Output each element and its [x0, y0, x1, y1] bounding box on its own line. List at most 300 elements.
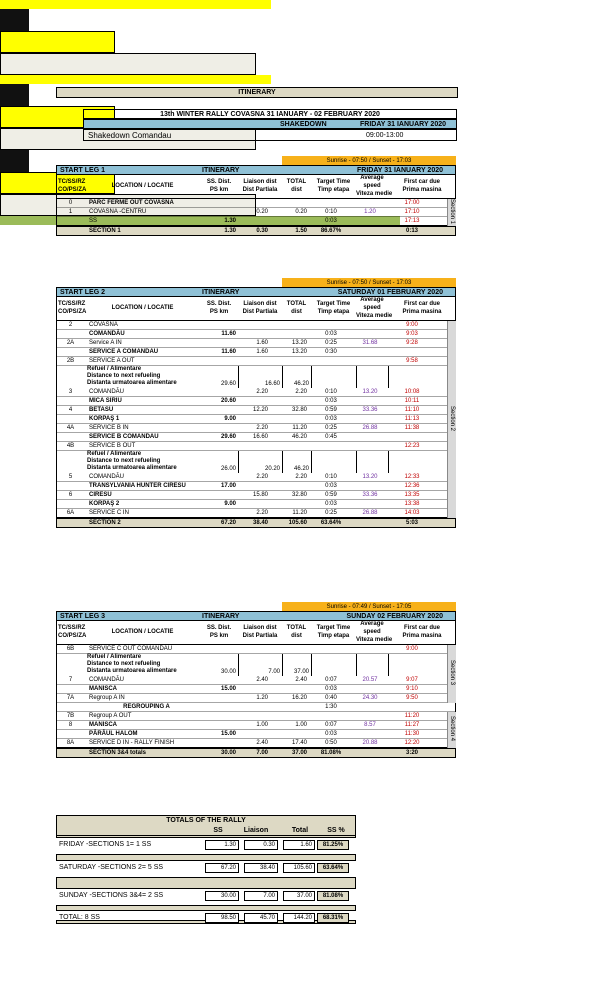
row-location: PARC FERME OUT COVASNA: [89, 200, 174, 206]
leg-start-label: START LEG 1: [60, 166, 105, 174]
row-liaison-dist: 12.20: [252, 407, 268, 413]
row-location: SERVICE C OUT COMANDAU: [89, 646, 173, 652]
col-target-2: Timp etapa: [317, 633, 350, 639]
row-target-time: 0:03: [325, 331, 337, 337]
refuel-zone-cell: [0, 150, 29, 172]
totals-total-cell: 105.60: [283, 863, 315, 873]
totals-pct-cell: 81.08%: [317, 891, 349, 901]
row-total-dist: 0.20: [295, 209, 307, 215]
shakedown-date: FRIDAY 31 IANUARY 2020: [360, 120, 446, 128]
col-tc: TC/SS/RZ: [58, 301, 86, 307]
row-target-time: 1:30: [325, 704, 337, 710]
col-ss-2: PS km: [209, 309, 229, 315]
refuel-zone-cell: [0, 9, 29, 31]
row-first-car: 9:28: [406, 340, 418, 346]
totals-total-cell: 144.20: [283, 913, 315, 923]
totals-row-label: TOTAL: 8 SS: [59, 914, 100, 921]
row-tc-code: 2B: [66, 358, 75, 364]
refuel-zone-number: 3: [68, 666, 73, 672]
row-first-car: 17:13: [404, 218, 420, 224]
leg-header-bar: [56, 287, 456, 297]
row-first-car: 9:58: [406, 358, 418, 364]
row-total-dist: 1.00: [295, 722, 307, 728]
row-ss-dist: 15.00: [220, 686, 236, 692]
row-ss-dist: 15.00: [220, 731, 236, 737]
totals-ss-cell: 98.50: [205, 913, 239, 923]
row-liaison-dist: 2.20: [256, 474, 268, 480]
leg-start-label: START LEG 3: [60, 612, 105, 620]
row-tc-code: 4A: [66, 425, 75, 431]
refuel-ss-dist: 29.60: [220, 381, 236, 387]
leg-start-label: START LEG 2: [60, 288, 105, 296]
row-location: COMANDĂU: [89, 474, 125, 480]
sunrise-text: Sunrise - 07:50 / Sunset - 17:03: [326, 279, 412, 286]
section-total-pct: 81.08%: [320, 750, 342, 756]
row-total-dist: 16.20: [291, 695, 307, 701]
row-target-time: 0:10: [325, 209, 337, 215]
row-first-car: 12:23: [404, 443, 420, 449]
row-tc-code: 8: [68, 722, 73, 728]
row-location: SERVICE B IN: [89, 425, 129, 431]
row-average-speed: 26.88: [362, 510, 378, 516]
row-liaison-dist: 1.60: [256, 349, 268, 355]
row-location: COVASNA: [89, 322, 118, 328]
col-first-car-2: Prima masina: [402, 633, 442, 639]
row-ss-dist: 1.30: [224, 218, 236, 224]
col-tc: TC/SS/RZ: [58, 179, 86, 185]
row-average-speed: 13.20: [362, 474, 378, 480]
row-location: KORPAŞ 1: [89, 416, 120, 422]
row-target-time: 0:59: [325, 492, 337, 498]
row-tc-code: 7A: [66, 695, 75, 701]
row-target-time: 0:03: [325, 218, 337, 224]
refuel-liaison-dist: 7.00: [268, 669, 280, 675]
row-liaison-dist: 2.40: [256, 677, 268, 683]
col-tc-2: CO/PS/ZA: [58, 309, 87, 315]
totals-row-label: SATURDAY -SECTIONS 2= 5 SS: [59, 864, 164, 871]
row-tc-code: 0: [68, 200, 73, 206]
shakedown-label: SHAKEDOWN: [280, 120, 327, 128]
row-first-car: 12:36: [404, 483, 420, 489]
row-target-time: 0:25: [325, 425, 337, 431]
refuel-info-line-2: Distance to next refueling: [87, 373, 161, 379]
row-total-dist: 2.20: [295, 474, 307, 480]
row-location: SERVICE D IN - RALLY FINISH: [89, 740, 175, 746]
row-ss-dist: 29.60: [220, 434, 236, 440]
row-location: REGROUPING A: [123, 704, 170, 710]
row-first-car: 9:03: [406, 331, 418, 337]
totals-title: TOTALS OF THE RALLY: [166, 817, 246, 824]
row-tc-code: 8A: [66, 740, 75, 746]
service-highlight: [0, 75, 271, 84]
section-total-label: SECTION 2: [89, 520, 121, 526]
section-total-time: 5:03: [405, 520, 418, 526]
service-highlight: [0, 0, 271, 9]
row-location: SS: [89, 218, 98, 224]
table-frame: [56, 321, 456, 518]
refuel-zone-code: ZA/RZ: [61, 658, 80, 664]
totals-total-cell: 37.00: [283, 891, 315, 901]
row-liaison-dist: 1.00: [256, 722, 268, 728]
row-first-car: 9:07: [406, 677, 418, 683]
col-ss-2: PS km: [209, 633, 229, 639]
row-location: Regroup A IN: [89, 695, 125, 701]
col-total: TOTAL: [286, 179, 307, 185]
section-total-dist: 1.50: [295, 228, 307, 234]
row-total-dist: 11.20: [292, 510, 307, 516]
row-target-time: 0:40: [325, 695, 337, 701]
row-tc-code: 5: [68, 474, 73, 480]
row-average-speed: 20.88: [362, 740, 378, 746]
row-average-speed: 1.20: [364, 209, 376, 215]
totals-ss-cell: 30.00: [205, 891, 239, 901]
row-location: PÂRÂUL HALOM: [89, 731, 138, 737]
leg-date: SATURDAY 01 FEBRUARY 2020: [337, 288, 443, 296]
row-location: SERVICE A OUT: [89, 358, 135, 364]
row-location: CIRESU: [89, 492, 112, 498]
row-liaison-dist: 2.20: [256, 389, 268, 395]
section-1-label: Section 1: [449, 198, 455, 224]
row-total-dist: 17.40: [291, 740, 307, 746]
row-average-speed: 8.57: [364, 722, 376, 728]
refuel-total-dist: 46.20: [293, 381, 309, 387]
table-frame: [56, 645, 456, 748]
col-target: Target Time: [316, 301, 351, 307]
refuel-liaison-dist: 20.20: [264, 466, 280, 472]
row-average-speed: 13.20: [362, 389, 378, 395]
row-target-time: 0:25: [325, 510, 337, 516]
section-total-ss: 30.00: [220, 750, 236, 756]
row-tc-code: 4: [68, 407, 73, 413]
row-total-dist: 46.20: [291, 434, 307, 440]
row-target-time: 0:10: [325, 389, 337, 395]
row-tc-code: 2A: [66, 340, 75, 346]
col-total: TOTAL: [286, 301, 307, 307]
section-total-label: SECTION 1: [89, 228, 121, 234]
section-2-label: Section 2: [449, 405, 455, 431]
refuel-zone-code: ZA/RZ: [61, 455, 80, 461]
leg-date: SUNDAY 02 FEBRUARY 2020: [346, 612, 443, 620]
row-target-time: 0:03: [325, 398, 337, 404]
row-average-speed: 33.36: [362, 407, 378, 413]
col-tc: TC/SS/RZ: [58, 625, 86, 631]
col-total-2: dist: [291, 633, 302, 639]
row-tc-code: 6A: [66, 510, 75, 516]
row-target-time: 0:07: [325, 722, 337, 728]
leg-date: FRIDAY 31 IANUARY 2020: [357, 166, 443, 174]
refuel-info-line-1: Refuel / Alimentare: [87, 451, 142, 457]
row-liaison-dist: 15.80: [252, 492, 268, 498]
row-liaison-dist: 1.20: [256, 695, 268, 701]
section-total-time: 0:13: [405, 228, 418, 234]
col-average: Average: [360, 621, 384, 627]
totals-header-1: SS: [213, 827, 223, 834]
row-first-car: 17:00: [404, 200, 420, 206]
section-4-label: Section 4: [449, 716, 455, 742]
refuel-info-cell: [0, 31, 115, 53]
leg-itinerary-label: ITINERARY: [202, 612, 240, 620]
refuel-zone-number: 1: [68, 378, 73, 384]
refuel-total-dist: 46.20: [293, 466, 309, 472]
refuel-zone-cell: [0, 84, 29, 106]
row-liaison-dist: 2.20: [256, 425, 268, 431]
row-first-car: 11:30: [404, 731, 420, 737]
row-first-car: 9:50: [406, 695, 418, 701]
section-total-ss: 1.30: [224, 228, 236, 234]
totals-ss-cell: 67.20: [205, 863, 239, 873]
row-first-car: 12:20: [404, 740, 420, 746]
row-first-car: 13:38: [404, 501, 420, 507]
refuel-ss-dist: 26.00: [220, 466, 236, 472]
section-total-pct: 63.64%: [320, 520, 342, 526]
row-first-car: 9:10: [406, 686, 418, 692]
col-first-car-2: Prima masina: [402, 187, 442, 193]
col-target-2: Timp etapa: [317, 187, 350, 193]
row-location: SERVICE B COMANDAU: [89, 434, 159, 440]
totals-header-2: Liaison: [243, 827, 269, 834]
col-target: Target Time: [316, 625, 351, 631]
refuel-info-line-1: Refuel / Alimentare: [87, 366, 142, 372]
row-liaison-dist: 16.60: [252, 434, 268, 440]
row-target-time: 0:30: [325, 349, 337, 355]
leg-itinerary-label: ITINERARY: [202, 288, 240, 296]
col-location: LOCATION / LOCATIE: [111, 629, 174, 635]
row-target-time: 0:03: [325, 501, 337, 507]
refuel-liaison-dist: 16.60: [264, 381, 280, 387]
sunrise-text: Sunrise - 07:49 / Sunset - 17:05: [326, 603, 412, 610]
col-ss-2: PS km: [209, 187, 229, 193]
row-target-time: 0:03: [325, 686, 337, 692]
row-target-time: 0:03: [325, 483, 337, 489]
totals-pct-cell: 63.64%: [317, 863, 349, 873]
col-liaison: Liaison dist: [243, 625, 277, 631]
col-first-car: First car due: [403, 301, 440, 307]
row-tc-code: 1: [68, 209, 73, 215]
row-location: TRANSYLVANIA HUNTER CIRESU: [89, 483, 186, 489]
refuel-distance-area: [0, 53, 256, 75]
row-tc-code: 2: [68, 322, 73, 328]
section-total-label: SECTION 3&4 totals: [89, 750, 147, 756]
col-first-car: First car due: [403, 625, 440, 631]
sunrise-bar: [282, 156, 456, 165]
row-ss-dist: 20.60: [220, 398, 236, 404]
row-ss-dist: 9.00: [224, 501, 236, 507]
row-total-dist: 32.80: [291, 407, 307, 413]
totals-liaison-cell: 38.40: [244, 863, 278, 873]
col-average-2: speed: [363, 305, 381, 311]
totals-ss-cell: 1.30: [205, 840, 239, 850]
leg-itinerary-label: ITINERARY: [202, 166, 240, 174]
row-average-speed: 24.30: [362, 695, 378, 701]
row-location: BETASU: [89, 407, 114, 413]
col-ss: SS. Dist.: [206, 625, 232, 631]
row-location: KORPAŞ 2: [89, 501, 120, 507]
col-ss: SS. Dist.: [206, 179, 232, 185]
row-location: MICA SIRIU: [89, 398, 122, 404]
col-liaison-2: Dist Partiala: [242, 633, 278, 639]
section-total-liaison: 0.30: [256, 228, 268, 234]
sunrise-bar: [282, 602, 456, 611]
section-total-time: 3:20: [405, 750, 418, 756]
row-ss-dist: 17.00: [220, 483, 236, 489]
shakedown-time: 09:00-13:00: [366, 132, 404, 139]
row-first-car: 11:13: [404, 416, 420, 422]
row-location: SERVICE C IN: [89, 510, 129, 516]
row-ss-dist: 9.00: [224, 416, 236, 422]
row-first-car: 14:03: [404, 510, 420, 516]
itinerary-title: ITINERARY: [56, 87, 458, 98]
row-tc-code: 7B: [66, 713, 75, 719]
section-total-liaison: 7.00: [256, 750, 268, 756]
rally-title: 13th WINTER RALLY COVASNA 31 IANUARY - 02 FEBRUARY 2020: [83, 109, 457, 119]
row-location: MANISCA: [89, 686, 117, 692]
row-target-time: 0:07: [325, 677, 337, 683]
section-total-dist: 37.00: [291, 750, 307, 756]
refuel-zone-number: 2: [68, 463, 73, 469]
row-total-dist: 13.20: [291, 349, 307, 355]
col-tc-2: CO/PS/ZA: [58, 633, 87, 639]
section-3-label: Section 3: [449, 660, 455, 686]
totals-pct-cell: 68.31%: [317, 913, 349, 923]
row-tc-code: 7: [68, 677, 73, 683]
row-first-car: 11:38: [404, 425, 420, 431]
row-liaison-dist: 2.40: [256, 740, 268, 746]
col-tc-2: CO/PS/ZA: [58, 187, 87, 193]
row-location: COMANDĂU: [89, 331, 125, 337]
row-average-speed: 20.57: [362, 677, 378, 683]
col-liaison-2: Dist Partiala: [242, 309, 278, 315]
shakedown-row: [83, 129, 457, 141]
col-total: TOTAL: [286, 625, 307, 631]
refuel-total-dist: 37.00: [293, 669, 309, 675]
refuel-info-line-1: Refuel / Alimentare: [87, 654, 142, 660]
row-target-time: 0:10: [325, 474, 337, 480]
totals-header-line: [56, 835, 356, 836]
row-total-dist: 2.20: [295, 389, 307, 395]
leg-header-bar: [56, 611, 456, 621]
row-first-car: 9:00: [406, 646, 418, 652]
row-location: SERVICE A COMANDAU: [89, 349, 159, 355]
shakedown-name: Shakedown Comandau: [88, 131, 172, 140]
row-liaison-dist: 2.20: [256, 510, 268, 516]
col-target: Target Time: [316, 179, 351, 185]
row-tc-code: 6: [68, 492, 73, 498]
row-location: Regroup A OUT: [89, 713, 132, 719]
refuel-zone-code: ZA/RZ: [61, 370, 80, 376]
totals-header-3: Total: [291, 827, 309, 834]
shakedown-bar: [83, 119, 457, 129]
row-first-car: 17:10: [404, 209, 420, 215]
totals-liaison-cell: 45.70: [244, 913, 278, 923]
col-total-2: dist: [291, 187, 302, 193]
sunrise-text: Sunrise - 07:50 / Sunset - 17:03: [326, 157, 412, 164]
col-location: LOCATION / LOCATIE: [111, 183, 174, 189]
row-target-time: 0:50: [325, 740, 337, 746]
table-frame: [56, 199, 456, 226]
row-tc-code: 3: [68, 389, 73, 395]
row-average-speed: 26.88: [362, 425, 378, 431]
row-target-time: 0:03: [325, 731, 337, 737]
refuel-info-line-3: Distanta urmatoarea alimentare: [87, 668, 177, 674]
row-liaison-dist: 1.60: [256, 340, 268, 346]
row-target-time: 0:03: [325, 416, 337, 422]
row-total-dist: 13.20: [291, 340, 307, 346]
totals-row-label: FRIDAY -SECTIONS 1= 1 SS: [59, 841, 152, 848]
row-location: COMANDĂU: [89, 677, 125, 683]
sunrise-bar: [282, 278, 456, 287]
col-ss: SS. Dist.: [206, 301, 232, 307]
row-first-car: 9:00: [406, 322, 418, 328]
row-location: COVASNA -CENTRU: [89, 209, 147, 215]
row-tc-code: 4B: [66, 443, 75, 449]
row-average-speed: 33.36: [362, 492, 378, 498]
totals-total-cell: 1.60: [283, 840, 315, 850]
row-location: COMANDĂU: [89, 389, 125, 395]
row-location: SERVICE B OUT: [89, 443, 136, 449]
refuel-ss-dist: 30.00: [220, 669, 236, 675]
row-average-speed: 31.68: [362, 340, 378, 346]
col-liaison: Liaison dist: [243, 301, 277, 307]
totals-liaison-cell: 7.00: [244, 891, 278, 901]
col-liaison-2: Dist Partiala: [242, 187, 278, 193]
refuel-info-line-3: Distanta urmatoarea alimentare: [87, 465, 177, 471]
row-location: Service A IN: [89, 340, 122, 346]
col-average-2: speed: [363, 183, 381, 189]
row-first-car: 13:35: [404, 492, 420, 498]
row-total-dist: 32.80: [291, 492, 307, 498]
totals-row-label: SUNDAY -SECTIONS 3&4= 2 SS: [59, 892, 164, 899]
section-total-ss: 67.20: [220, 520, 236, 526]
row-target-time: 0:45: [325, 434, 337, 440]
totals-header-4: SS %: [327, 827, 345, 834]
row-first-car: 12:33: [404, 474, 420, 480]
col-average: Average: [360, 175, 384, 181]
section-total-pct: 86.67%: [320, 228, 342, 234]
row-total-dist: 2.40: [295, 677, 307, 683]
col-average-3: Viteza medie: [356, 637, 393, 643]
col-first-car-2: Prima masina: [402, 309, 442, 315]
leg-header-bar: [56, 165, 456, 175]
section-total-dist: 105.60: [288, 520, 307, 526]
row-first-car: 11:10: [404, 407, 420, 413]
col-average: Average: [360, 297, 384, 303]
refuel-info-line-2: Distance to next refueling: [87, 458, 161, 464]
row-first-car: 11:27: [404, 722, 420, 728]
col-target-2: Timp etapa: [317, 309, 350, 315]
row-location: MANISCA: [89, 722, 117, 728]
row-first-car: 10:08: [404, 389, 420, 395]
refuel-info-line-3: Distanta urmatoarea alimentare: [87, 380, 177, 386]
refuel-info-line-2: Distance to next refueling: [87, 661, 161, 667]
row-first-car: 11:20: [404, 713, 420, 719]
col-average-2: speed: [363, 629, 381, 635]
row-liaison-dist: 0.20: [256, 209, 268, 215]
row-ss-dist: 11.60: [221, 349, 236, 355]
row-total-dist: 11.20: [292, 425, 307, 431]
row-target-time: 0:25: [325, 340, 337, 346]
col-average-3: Viteza medie: [356, 191, 393, 197]
totals-liaison-cell: 0.30: [244, 840, 278, 850]
col-first-car: First car due: [403, 179, 440, 185]
row-tc-code: 6B: [66, 646, 75, 652]
col-average-3: Viteza medie: [356, 313, 393, 319]
col-liaison: Liaison dist: [243, 179, 277, 185]
totals-pct-cell: 81.25%: [317, 840, 349, 850]
col-location: LOCATION / LOCATIE: [111, 305, 174, 311]
col-total-2: dist: [291, 309, 302, 315]
row-first-car: 10:11: [404, 398, 420, 404]
row-target-time: 0:59: [325, 407, 337, 413]
